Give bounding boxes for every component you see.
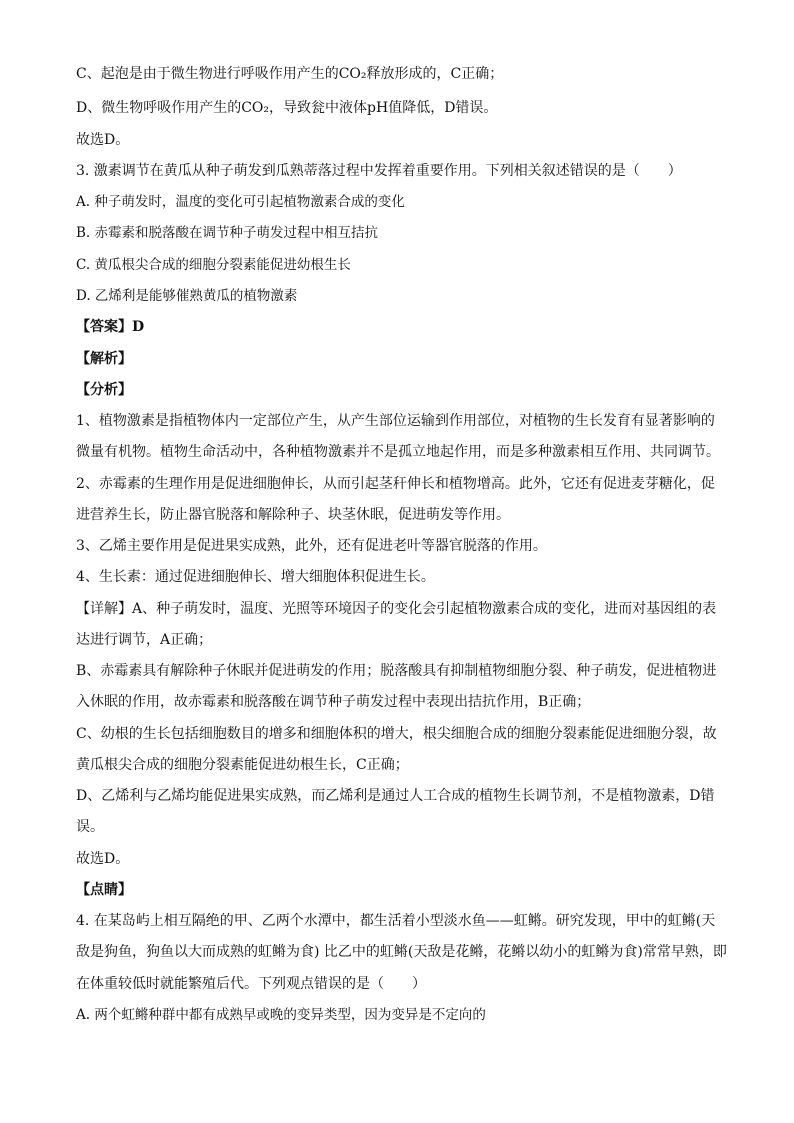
option-a: A. 两个虹鳉种群中都有成熟早或晚的变异类型，因为变异是不定向的 [76,1007,486,1023]
text-line: 微量有机物。植物生命活动中，各种植物激素并不是孤立地起作用，而是多种激素相互作用、共同调节。 [76,444,720,460]
detail-line: 【详解】A、种子萌发时，温度、光照等环境因子的变化会引起植物激素合成的变化，进而对基因组的表 [76,601,717,617]
text-line: 入休眠的作用，故赤霉素和脱落酸在调节种子萌发过程中表现出拮抗作用，B正确； [76,694,591,710]
text-line: 黄瓜根尖合成的细胞分裂素能促进幼根生长，C正确； [76,757,409,773]
option-c: C. 黄瓜根尖合成的细胞分裂素能促进幼根生长 [76,257,351,273]
analysis-subtag: 【分析】 [76,382,132,398]
text-line: C、幼根的生长包括细胞数目的增多和细胞体积的增大，根尖细胞合成的细胞分裂素能促进细胞分裂，故 [76,726,717,742]
analysis-tag: 【解析】 [76,351,132,367]
option-b: B. 赤霉素和脱落酸在调节种子萌发过程中相互拮抗 [76,225,379,241]
text-line: 4、生长素：通过促进细胞伸长、增大细胞体积促进生长。 [76,569,435,585]
question-3-stem: 3. 激素调节在黄瓜从种子萌发到瓜熟蒂落过程中发挥着重要作用。下列相关叙述错误的是（ ） [76,163,682,179]
text-line: 达进行调节，A正确； [76,632,213,648]
text-line: 1、植物激素是指植物体内一定部位产生，从产生部位运输到作用部位，对植物的生长发育有显著影响的 [76,413,715,429]
text-line: 进营养生长，防止器官脱落和解除种子、块茎休眠，促进萌发等作用。 [76,507,510,523]
question-4-stem: 4. 在某岛屿上相互隔绝的甲、乙两个水潭中，都生活着小型淡水鱼——虹鳉。研究发现，甲中的虹鳉(天 [76,913,716,929]
text-line: 故选D。 [76,132,130,148]
text-line: 故选D。 [76,851,130,867]
text-line: 在体重较低时就能繁殖后代。下列观点错误的是（ ） [76,976,426,992]
text-line: D、微生物呼吸作用产生的CO₂，导致瓮中液体pH值降低，D错误。 [76,100,498,116]
text-line: 敌是狗鱼，狗鱼以大而成熟的虹鳉为食) 比乙中的虹鳉(天敌是花鳉，花鳉以幼小的虹鳉为食)常常早熟，即 [76,944,727,960]
comment-tag: 【点睛】 [76,882,132,898]
option-d: D. 乙烯利是能够催熟黄瓜的植物激素 [76,288,298,304]
text-line: C、起泡是由于微生物进行呼吸作用产生的CO₂释放形成的，C正确； [76,66,504,82]
text-line: 误。 [76,819,104,835]
text-line: 3、乙烯主要作用是促进果实成熟，此外，还有促进老叶等器官脱落的作用。 [76,538,547,554]
text-line: B、赤霉素具有解除种子休眠并促进萌发的作用；脱落酸具有抑制植物细胞分裂、种子萌发，促进植物进 [76,663,717,679]
text-line: D、乙烯利与乙烯均能促进果实成熟，而乙烯利是通过人工合成的植物生长调节剂，不是植物激素，D错 [76,788,715,804]
option-a: A. 种子萌发时，温度的变化可引起植物激素合成的变化 [76,194,405,210]
text-line: 2、赤霉素的生理作用是促进细胞伸长，从而引起茎秆伸长和植物增高。此外，它还有促进麦芽糖化，促 [76,476,715,492]
answer-tag: 【答案】D [76,319,145,335]
